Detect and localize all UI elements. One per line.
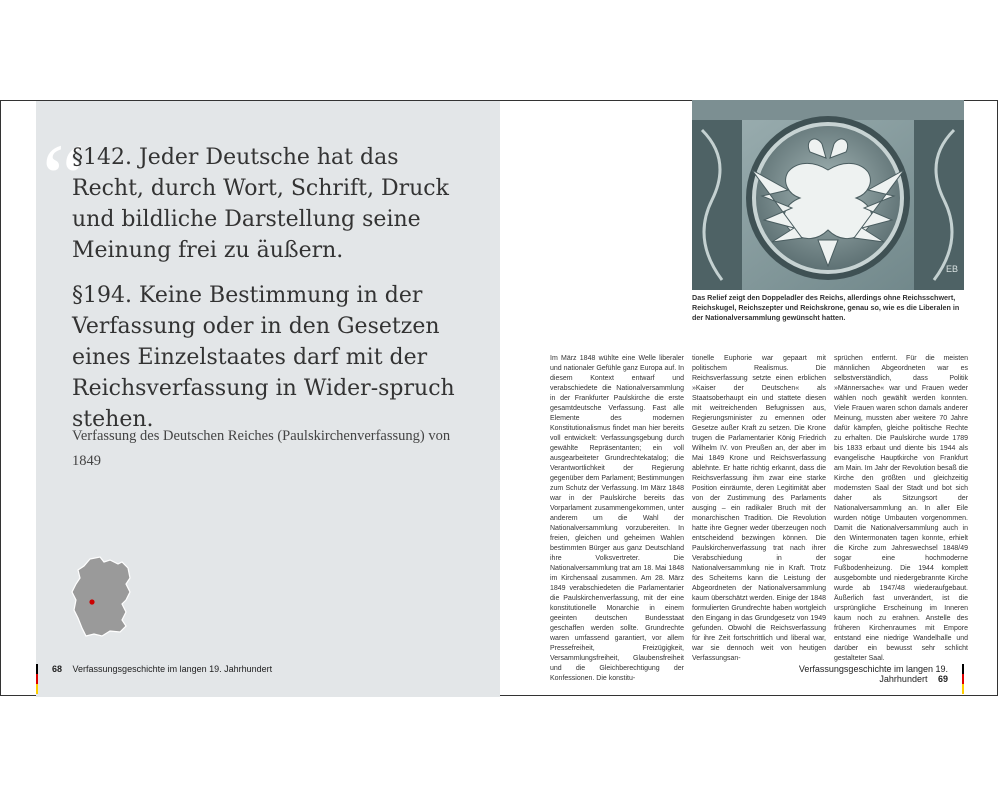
quote-paragraph-142: §142. Jeder Deutsche hat das Recht, durch Wort, Schrift, Druck und bildliche Darstellung seine Meinung frei zu äußern. [72,145,449,263]
quote-mark: “ [42,124,85,231]
page-number-right: 69 [937,674,948,684]
quote-paragraph-194: §194. Keine Bestimmung in der Verfassung oder in den Gesetzen eines Einzelstaates darf mit der Reichsverfassung in Wider-spruch stehen. [72,283,455,432]
footer-left [52,664,272,674]
text-column-1 [550,354,684,684]
flag-stripe-right [962,664,964,694]
frankfurt-marker [89,599,94,604]
column-1-text: Im März 1848 wühlte eine Welle liberaler und nationaler Gefühle ganz Europa auf. In diesem Kontext entwarf und verabschiedete die Nationalversammlung in der Frankfurter Paulskirche die erste gesamtdeutsche Verfassung. Fast alle Elemente des modernen Konstitutionalismus findet man hier bereits voll entwickelt: Verfassungsgebung durch gewählte Repräsentanten; ein voll ausgearbeiteter Grundrechtekatalog; die Verantwortlichkeit der Regierung gegenüber dem Parlament; Bestimmungen zum Schutz der Verfassung. Im März 1848 war in der Paulskirche bereits das Vorparlament zusammengekommen, unter anderem um die Wahl der Nationalversammlung vorzubereiten. In freien, gleichen und geheimen Wahlen bestimmten Bürger aus ganz Deutschland ihre Volksvertreter. Die Nationalversammlung trat am 18. Mai 1848 im Kirchensaal zusammen. Am 28. März 1849 verabschiedeten die Parlamentarier die Paulskirchenverfassung, mit der eine konstitutionelle Monarchie in einem geeinten deutschen Bundesstaat geschaffen werden sollte. Grundrechte waren umfassend garantiert, vor allem Pressefreiheit, Freizügigkeit, Versammlungsfreiheit, Glaubensfreiheit und die Gleichberechtigung der Konfessionen. Die konstitu- [550,355,684,682]
column-2-text: tionelle Euphorie war gepaart mit politischem Realismus. Die Reichsverfassung setzte einen erblichen »Kaiser der Deutschen« als Staatsoberhaupt ein und stattete diesen mit weitreichenden Befugnissen aus, Regierungsminister zu ernennen oder Gesetze außer Kraft zu setzen. Die Krone trugen die Parlamentarier König Friedrich Wilhelm IV. von Preußen an, der aber im Mai 1849 Krone und Reichsverfassung ablehnte. Er hatte richtig erkannt, dass die Reichsverfassung ihm zwar eine starke Position einräumte, deren Legitimität aber von der Zustimmung des Parlaments ausging – ein radikaler Bruch mit der monarchischen Tradition. Die Revolution hatte ihre Gegner weder überzeugen noch entscheidend bezwingen können. Die Paulskirchenverfassung trat nach ihrer Verabschiedung in der Nationalversammlung nie in Kraft. Trotz des Scheiterns kann die Leistung der Abgeordneten der Nationalversammlung kaum überschätzt werden. Einige der 1848 formulierten Grundrechte haben wortgleich den Eingang in das Grundgesetz von 1949 gefunden. Obwohl die Reichsverfassung für ihre Zeit fortschrittlich und liberal war, war sie dennoch weit von heutigen Verfassungsan- [692,355,826,662]
text-column-2 [692,354,826,664]
text-column-3 [834,354,968,664]
running-title-left: Verfassungsgeschichte im langen 19. Jahrhundert [72,664,273,674]
running-title-right: Verfassungsgeschichte im langen 19. Jahrhundert [798,664,948,684]
quote-source: Verfassung des Deutschen Reiches (Paulskirchenverfassung) von 1849 [72,428,451,469]
double-eagle-relief-image [692,100,964,290]
column-3-text: sprüchen entfernt. Für die meisten männlichen Abgeordneten war es selbstverständlich, dass Politik »Männersache« war und Frauen weder wählen noch gewählt werden konnten. Viele Frauen waren schon damals anderer Meinung, mussten aber weitere 70 Jahre dafür kämpfen, gleiche politische Rechte zu erhalten. Die Paulskirche wurde 1789 bis 1833 erbaut und diente bis 1944 als evangelische Hauptkirche von Frankfurt am Main. Im Jahr der Revolution besaß die Kirche den größten und gleichzeitig modernsten Saal der Stadt und bot sich daher als Sitzungsort der Nationalversammlung an. In aller Eile wurden nötige Umbauten vorgenommen. Damit die Nationalversammlung auch in den Wintermonaten tagen konnte, erhielt die Kirche zum Jahreswechsel 1848/49 sogar eine hochmoderne Fußbodenheizung. Die 1944 komplett ausgebombte und niedergebrannte Kirche wurde ab 1947/48 wiederaufgebaut. Äußerlich fast unverändert, ist die ursprüngliche Erscheinung im Inneren kaum noch zu erahnen. Anstelle des früheren Kirchenraumes mit Empore entstand eine niedrige Wandelhalle und darüber ein bewusst sehr schlicht gestalteter Saal. [834,355,968,662]
germany-map-icon [70,556,134,638]
page-number-left: 68 [52,664,63,674]
photo-watermark: EB [946,264,959,274]
constitution-quote [72,142,472,449]
flag-stripe-left [36,664,38,694]
footer-right [758,664,948,684]
photo-caption: Das Relief zeigt den Doppeladler des Reichs, allerdings ohne Reichsschwert, Reichskugel, Reichszepter und Reichskrone, genau so, wie es die Liberalen in der Nationalversammlung gewünscht hatten. [692,293,960,322]
